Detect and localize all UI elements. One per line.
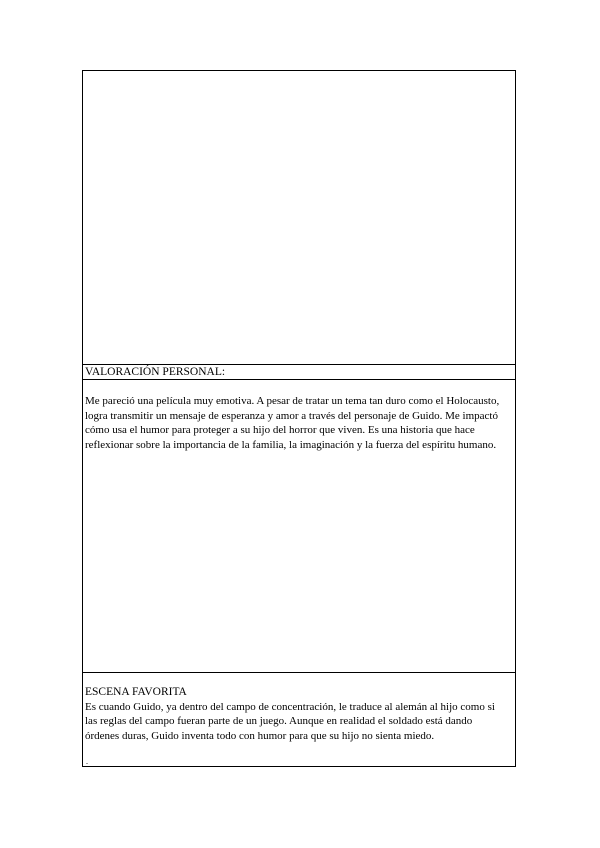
document-table bbox=[82, 70, 516, 767]
valoracion-heading: VALORACIÓN PERSONAL: bbox=[85, 366, 226, 378]
escena-heading: ESCENA FAVORITA bbox=[85, 686, 187, 698]
escena-text: Es cuando Guido, ya dentro del campo de concentración, le traduce al alemán al hijo como si las reglas del campo fueran parte de un juego. Aunque en realidad el soldado está dando órdenes duras, Guido inventa todo con humor para que su hijo no sienta miedo. bbox=[85, 700, 495, 742]
escena-cell bbox=[83, 673, 515, 766]
escena-trailing-mark: . bbox=[86, 757, 88, 766]
valoracion-heading-cell bbox=[83, 365, 515, 380]
valoracion-text: Me pareció una película muy emotiva. A pesar de tratar un tema tan duro como el Holocausto, logra transmitir un mensaje de esperanza y amor a través del personaje de Guido. Me impactó cómo usa el humor para proteger a su hijo del horror que viven. Es una historia que hace reflexionar sobre la importancia de la familia, la imaginación y la fuerza del espíritu humano. bbox=[85, 395, 500, 451]
empty-top-cell bbox=[83, 71, 515, 365]
escena-content bbox=[85, 685, 509, 743]
valoracion-body-cell bbox=[83, 380, 515, 673]
